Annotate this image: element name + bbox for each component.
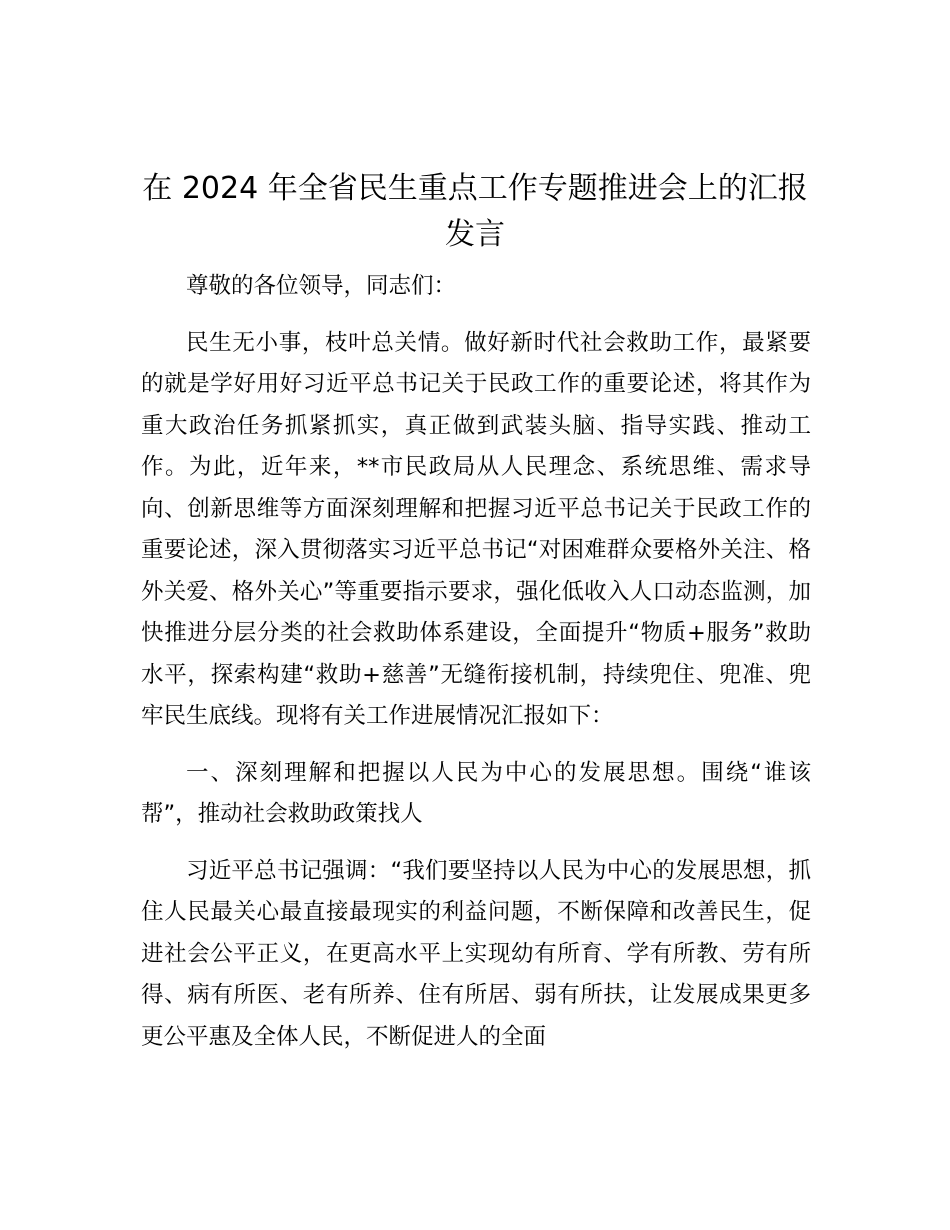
section-heading-paragraph: 一、深刻理解和把握以人民为中心的发展思想。围绕“谁该帮”，推动社会救助政策找人 xyxy=(141,759,811,827)
salutation-paragraph: 尊敬的各位领导，同志们： xyxy=(186,273,457,299)
document-title: 在 2024 年全省民生重点工作专题推进会上的汇报发言 xyxy=(142,171,808,252)
document-body xyxy=(141,266,811,1058)
quote-paragraph: 习近平总书记强调：“我们要坚持以人民为中心的发展思想，抓住人民最关心最直接最现实的利益问题，不断保障和改善民生，促进社会公平正义，在更高水平上实现幼有所育、学有所教、劳有所得、病有所医、老有所养、住有所居、弱有所扶，让发展成果更多更公平惠及全体人民，不断促进人的全面 xyxy=(141,857,811,1050)
intro-paragraph: 民生无小事，枝叶总关情。做好新时代社会救助工作，最紧要的就是学好用好习近平总书记关于民政工作的重要论述，将其作为重大政治任务抓紧抓实，真正做到武装头脑、指导实践、推动工作。为此，近年来，**市民政局从人民理念、系统思维、需求导向、创新思维等方面深刻理解和把握习近平总书记关于民政工作的重要论述，深入贯彻落实习近平总书记“对困难群众要格外关注、格外关爱、格外关心”等重要指示要求，强化低收入人口动态监测，加快推进分层分类的社会救助体系建设，全面提升“物质+服务”救助水平，探索构建“救助+慈善”无缝衔接机制，持续兜住、兜准、兜牢民生底线。现将有关工作进展情况汇报如下： xyxy=(141,329,811,729)
